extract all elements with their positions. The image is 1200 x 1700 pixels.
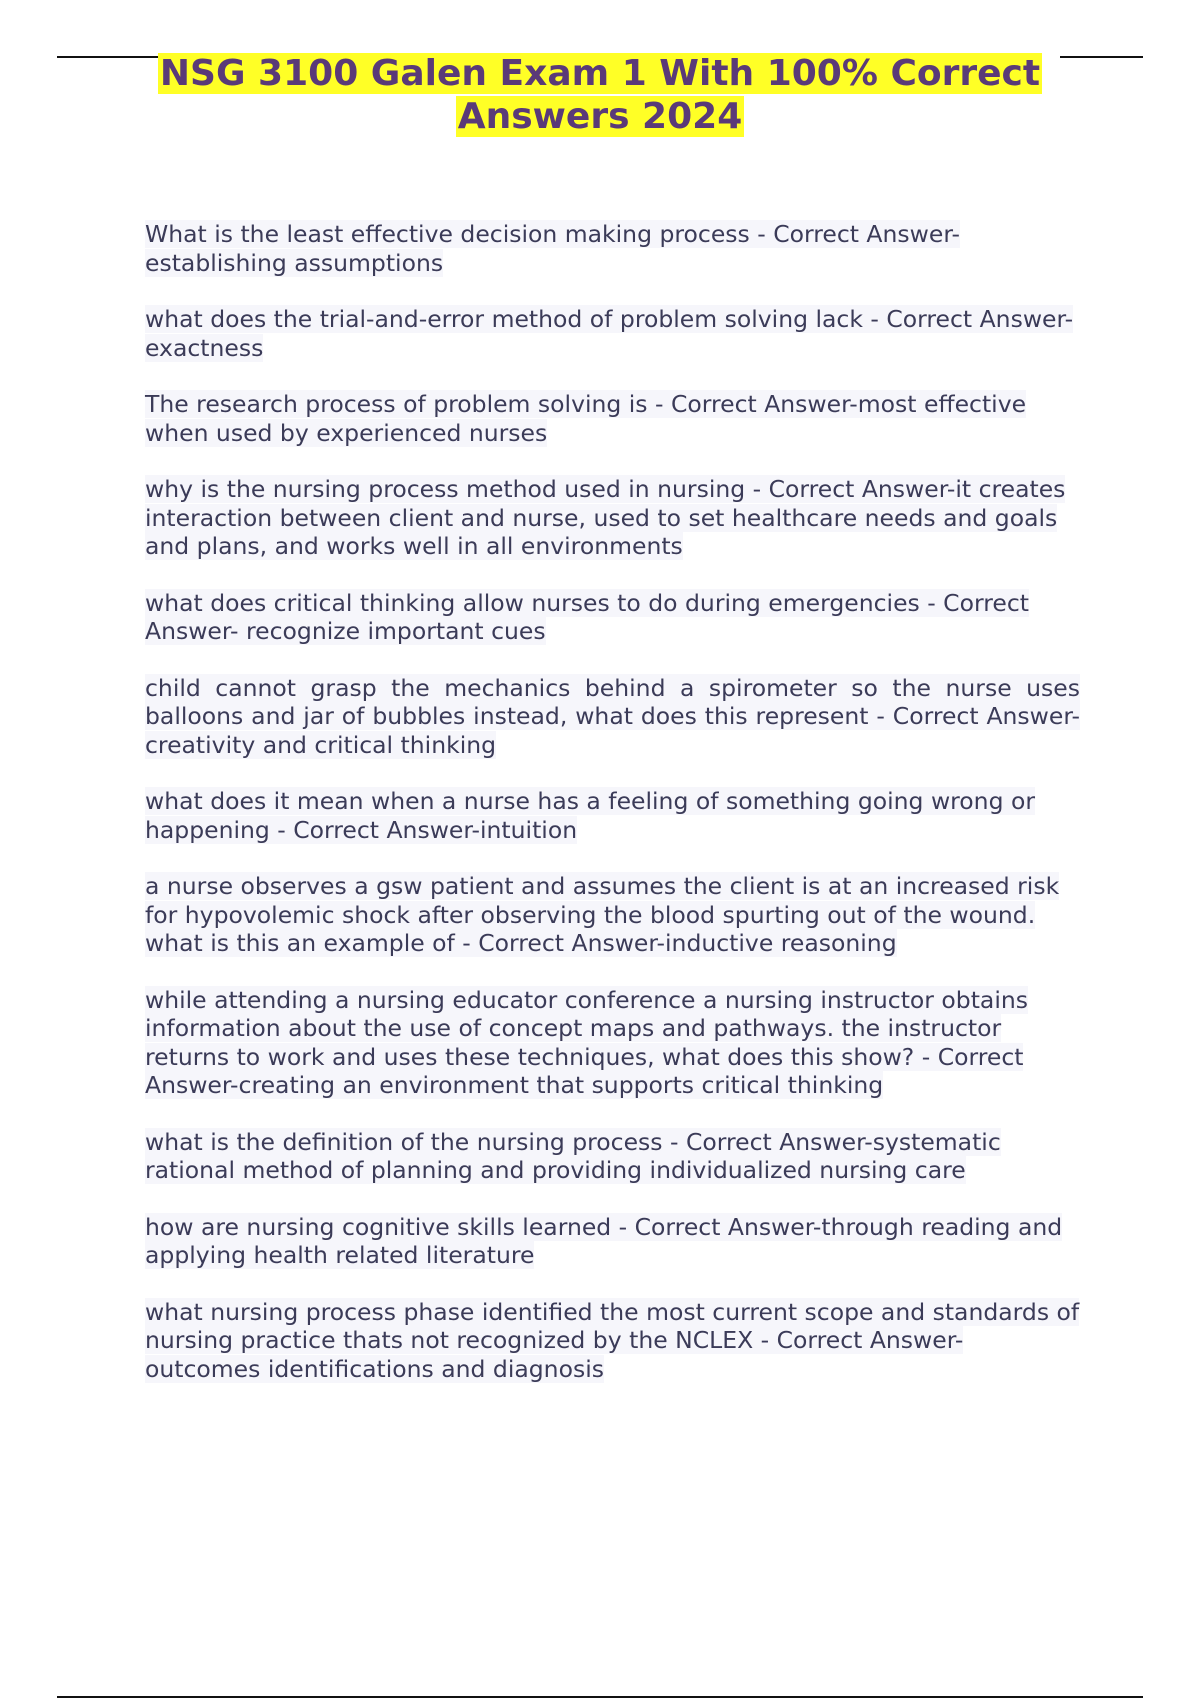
qa-item-text: how are nursing cognitive skills learned - Correct Answer-through reading and applying health related literature	[145, 1212, 1063, 1269]
qa-item-text: What is the least effective decision making process - Correct Answer- establishing assumptions	[145, 220, 960, 277]
qa-item-text: why is the nursing process method used in nursing - Correct Answer-it creates interaction between client and nurse, used to set healthcare needs and goals and plans, and works well in all environments	[145, 475, 1066, 560]
qa-item-text: while attending a nursing educator conference a nursing instructor obtains information about the use of concept maps and pathways. the instructor returns to work and uses these techniques, what does this show? - Correct Answer-creating an environment that supports critical thinking	[145, 985, 1028, 1099]
qa-item	[145, 220, 1080, 277]
qa-item-text: what does critical thinking allow nurses to do during emergencies - Correct Answer- recognize important cues	[145, 588, 1029, 645]
qa-item	[145, 475, 1080, 561]
qa-item	[145, 986, 1080, 1100]
qa-item-text: what does the trial-and-error method of problem solving lack - Correct Answer- exactness	[145, 305, 1074, 362]
question-answer-list	[145, 220, 1080, 1411]
qa-item-text: child cannot grasp the mechanics behind a spirometer so the nurse uses balloons and jar of bubbles instead, what does this represent - Correct Answer-creativity and critical thinking	[145, 673, 1080, 759]
qa-item-text: a nurse observes a gsw patient and assumes the client is at an increased risk for hypovolemic shock after observing the blood spurting out of the wound. what is this an example of - Correct Answer-inductive reasoning	[145, 872, 1060, 957]
qa-item	[145, 1128, 1080, 1185]
qa-item	[145, 674, 1080, 760]
qa-item	[145, 390, 1080, 447]
document-title	[150, 52, 1050, 138]
qa-item	[145, 589, 1080, 646]
qa-item-text: what nursing process phase identified the most current scope and standards of nursing practice thats not recognized by the NCLEX - Correct Answer- outcomes identifications and diagnosis	[145, 1297, 1080, 1383]
qa-item	[145, 305, 1080, 362]
qa-item	[145, 787, 1080, 844]
top-rule-right	[1060, 56, 1143, 58]
qa-item	[145, 872, 1080, 958]
document-title-text: NSG 3100 Galen Exam 1 With 100% Correct Answers 2024	[159, 53, 1041, 137]
qa-item-text: The research process of problem solving is - Correct Answer-most effective when used by experienced nurses	[145, 390, 1027, 447]
qa-item	[145, 1298, 1080, 1384]
qa-item-text: what does it mean when a nurse has a feeling of something going wrong or happening - Correct Answer-intuition	[145, 787, 1036, 844]
qa-item	[145, 1213, 1080, 1270]
bottom-rule	[57, 1696, 1143, 1698]
qa-item-text: what is the definition of the nursing process - Correct Answer-systematic rational method of planning and providing individualized nursing care	[145, 1127, 1001, 1184]
